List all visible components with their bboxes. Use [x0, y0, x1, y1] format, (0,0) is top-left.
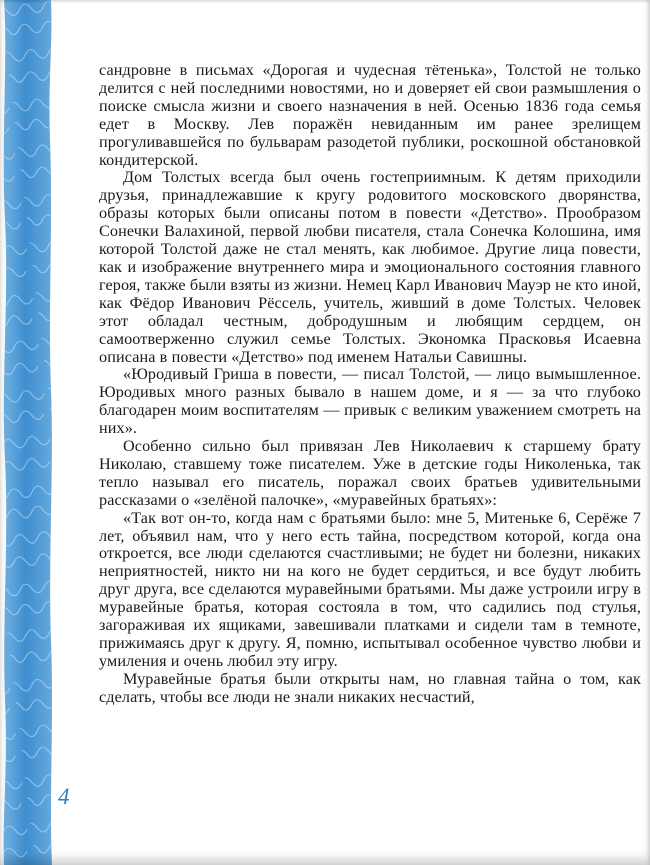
- paragraph-continuation: сандровне в письмах «Дорогая и чудесная тётенька», Толстой не только делится с ней последними новостями, но и доверяет ей свои размышления о поиске смысла жизни и своего назначения в ней. Осенью 1836 года семья едет в Москву. Лев поражён невиданным им ранее зрелищем прогуливавшейся по бульварам разодетой публики, роскошной обстановкой кондитерской.: [99, 61, 641, 169]
- paragraph: «Юродивый Гриша в повести, — писал Толстой, — лицо вымышленное. Юродивых много разных бывало в нашем доме, и я — за что глубоко благодарен моим воспитателям — привык с великим уважением смотреть на них».: [99, 365, 641, 438]
- paragraph: Особенно сильно был привязан Лев Николаевич к старшему брату Николаю, ставшему тоже писателем. Уже в детские годы Николенька, так тепло называл его писатель, поражал своих братьев удивительными рассказами о «зелёной палочке», «муравейных братьях»:: [99, 437, 641, 509]
- page-number: 4: [58, 784, 70, 809]
- paragraph: Муравейные братья были открыты нам, но главная тайна о том, как сделать, чтобы все люди не знали никаких несчастий,: [99, 669, 641, 706]
- decorative-margin-strip: [0, 0, 56, 865]
- paragraph: Дом Толстых всегда был очень гостеприимным. К детям приходили друзья, принадлежавшие к кругу родовитого московского дворянства, образы которых были описаны потом в повести «Детство». Прообразом Сонечки Валахиной, первой любви писателя, стала Сонечка Колошина, имя которой Толстой даже не стал менять, как любимое. Другие лица повести, как и изображение внутреннего мира и эмоционального состояния главного героя, также были взяты из жизни. Немец Карл Иванович Мауэр не кто иной, как Фёдор Иванович Рёссель, учитель, живший в доме Толстых. Человек этот обладал честным, добродушным и любящим сердцем, он самоотверженно служил семье Толстых. Экономка Прасковья Исаевна описана в повести «Детство» под именем Натальи Савишны.: [99, 168, 641, 366]
- page-text: [99, 62, 641, 707]
- paragraph: «Так вот он-то, когда нам с братьями было: мне 5, Митеньке 6, Серёже 7 лет, объявил нам, что у него есть тайна, посредством которой, когда она откроется, все люди сделаются счастливыми; не будет ни болезни, никаких неприятностей, никто ни на кого не будет сердиться, и все будут любить друг друга, все сделаются муравейными братьями. Мы даже устроили игру в муравейные братья, которая состояла в том, что садились под стулья, загораживая их ящиками, завешивали платками и сидели там в темноте, прижимаясь друг к другу. Я, помню, испытывал особенное чувство любви и умиления и очень любил эту игру.: [99, 508, 641, 670]
- handwriting-texture-graphic: [0, 0, 56, 865]
